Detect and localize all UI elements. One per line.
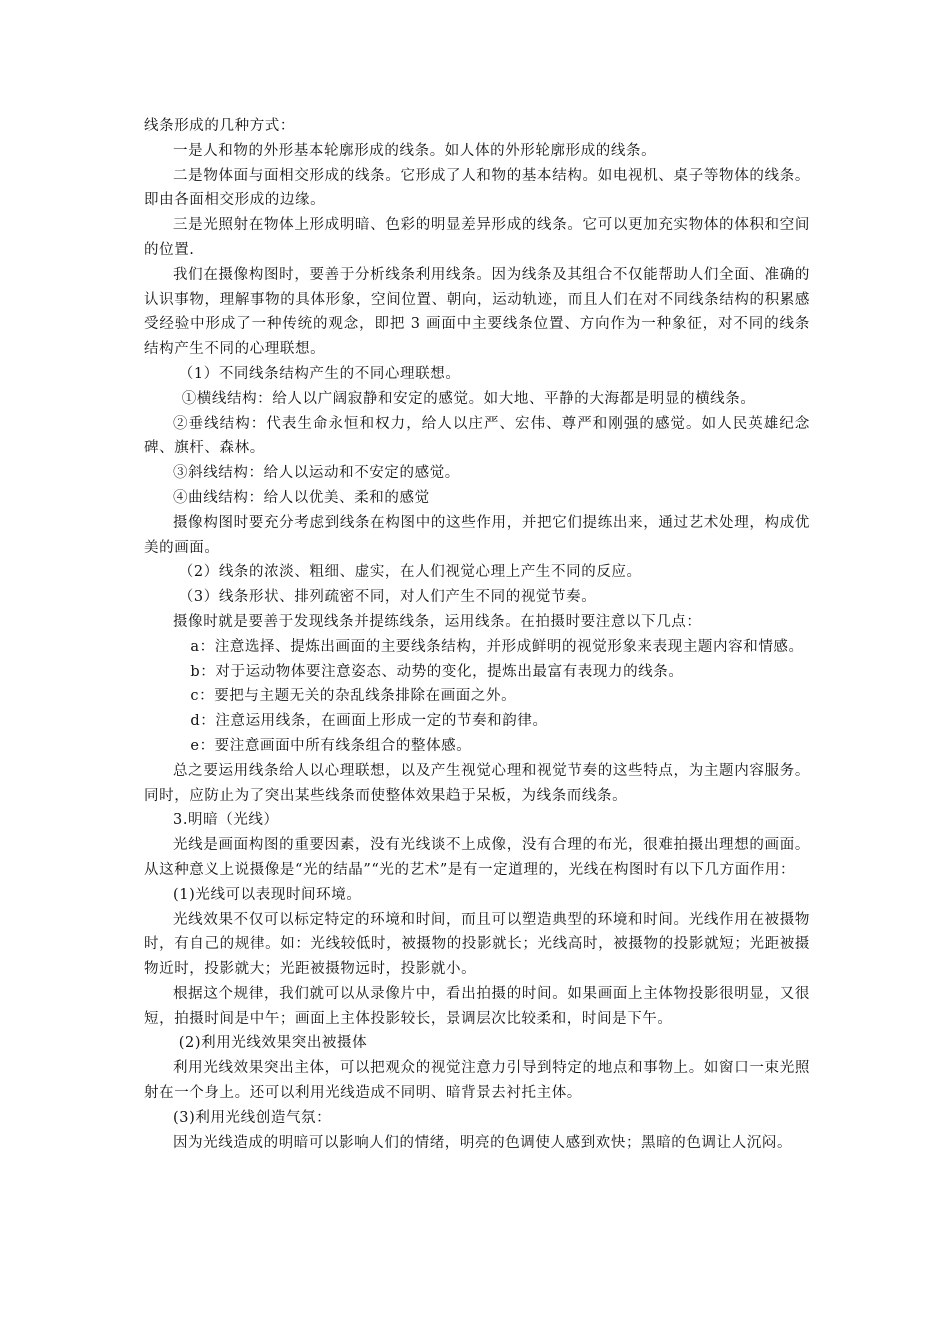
item-vertical-structure: ②垂线结构：代表生命永恒和权力，给人以庄严、宏伟、尊严和刚强的感觉。如人民英雄纪念碑、旗杆、森林。 (144, 415, 810, 457)
point-e: e：要注意画面中所有线条组合的整体感。 (190, 737, 472, 754)
paragraph-light-lines: 三是光照射在物体上形成明暗、色彩的明显差异形成的线条。它可以更加充实物体的体积和空间的位置. (144, 217, 810, 258)
item-curve-structure: ④曲线结构：给人以优美、柔和的感觉 (173, 489, 430, 506)
paragraph-light-mood: 因为光线造成的明暗可以影响人们的情绪，明亮的色调使人感到欢快；黑暗的色调让人沉闷。 (173, 1134, 793, 1151)
paragraph-summary: 总之要运用线条给人以心理联想，以及产生视觉心理和视觉节奏的这些特点，为主题内容服务。同时，应防止为了突出某些线条而使整体效果趋于呆板，为线条而线条。 (144, 762, 810, 804)
document-body (144, 114, 810, 1155)
subheading-line-intensity: （2）线条的浓淡、粗细、虚实，在人们视觉心理上产生不同的反应。 (178, 564, 642, 581)
paragraph-outline-lines: 一是人和物的外形基本轮廓形成的线条。如人体的外形轮廓形成的线条。 (173, 142, 657, 159)
paragraph-composition-consider: 摄像构图时要充分考虑到线条在构图中的这些作用，并把它们提练出来，通过艺术处理，构成优美的画面。 (144, 514, 810, 556)
subheading-line-structure: （1）不同线条结构产生的不同心理联想。 (178, 365, 461, 382)
paragraph-light-effects: 光线效果不仅可以标定特定的环境和时间，而且可以塑造典型的环境和时间。光线作用在被摄物时，有自己的规律。如：光线较低时，被摄物的投影就长；光线高时，被摄物的投影就短；光距被摄物近时，投影就大；光距被摄物远时，投影就小。 (144, 911, 810, 978)
point-d: d：注意运用线条，在画面上形成一定的节奏和韵律。 (190, 713, 548, 730)
paragraph-highlight-subject: 利用光线效果突出主体，可以把观众的视觉注意力引导到特定的地点和事物上。如窗口一束光照射在一个身上。还可以利用光线造成不同明、暗背景去衬托主体。 (144, 1060, 810, 1102)
paragraph-light-importance: 光线是画面构图的重要因素，没有光线谈不上成像，没有合理的布光，很难拍摄出理想的画面。从这种意义上说摄像是“光的结晶”“光的艺术”是有一定道理的，光线在构图时有以下几方面作用： (144, 837, 810, 878)
paragraph-shooting-points: 摄像时就是要善于发现线条并提练线条，运用线条。在拍摄时要注意以下几点： (173, 613, 702, 630)
subheading-light-subject: (2)利用光线效果突出被摄体 (178, 1035, 368, 1052)
subheading-line-shape: （3）线条形状、排列疏密不同，对人们产生不同的视觉节奏。 (178, 589, 597, 606)
point-a: a：注意选择、提炼出画面的主要线条结构，并形成鲜明的视觉形象来表现主题内容和情感。 (190, 638, 804, 655)
point-b: b：对于运动物体要注意姿态、动势的变化，提炼出最富有表现力的线条。 (190, 663, 684, 680)
item-diagonal-structure: ③斜线结构：给人以运动和不安定的感觉。 (173, 465, 460, 482)
paragraph-analyze-lines: 我们在摄像构图时，要善于分析线条利用线条。因为线条及其组合不仅能帮助人们全面、准确的认识事物，理解事物的具体形象，空间位置、朝向，运动轨迹，而且人们在对不同线条结构的积累感受经验中形成了一种传统的观念，即把 3 画面中主要线条位置、方向作为一种象征，对不同的线条结构产生不同的心理联想。 (144, 266, 810, 358)
section-heading-light: 3.明暗（光线） (173, 812, 279, 829)
subheading-light-atmosphere: (3)利用光线创造气氛： (173, 1109, 332, 1126)
line-formation-heading: 线条形成的几种方式： (144, 118, 295, 134)
subheading-light-time: (1)光线可以表现时间环境。 (173, 886, 362, 903)
paragraph-shadow-rule: 根据这个规律，我们就可以从录像片中，看出拍摄的时间。如果画面上主体物投影很明显，又很短，拍摄时间是中午；画面上主体投影较长，景调层次比较柔和，时间是下午。 (144, 985, 810, 1027)
paragraph-surface-lines: 二是物体面与面相交形成的线条。它形成了人和物的基本结构。如电视机、桌子等物体的线条。即由各面相交形成的边缘。 (144, 167, 810, 209)
point-c: c：要把与主题无关的杂乱线条排除在画面之外。 (190, 688, 517, 705)
item-horizontal-structure: ①横线结构：给人以广阔寂静和安定的感觉。如大地、平静的大海都是明显的横线条。 (181, 390, 756, 407)
